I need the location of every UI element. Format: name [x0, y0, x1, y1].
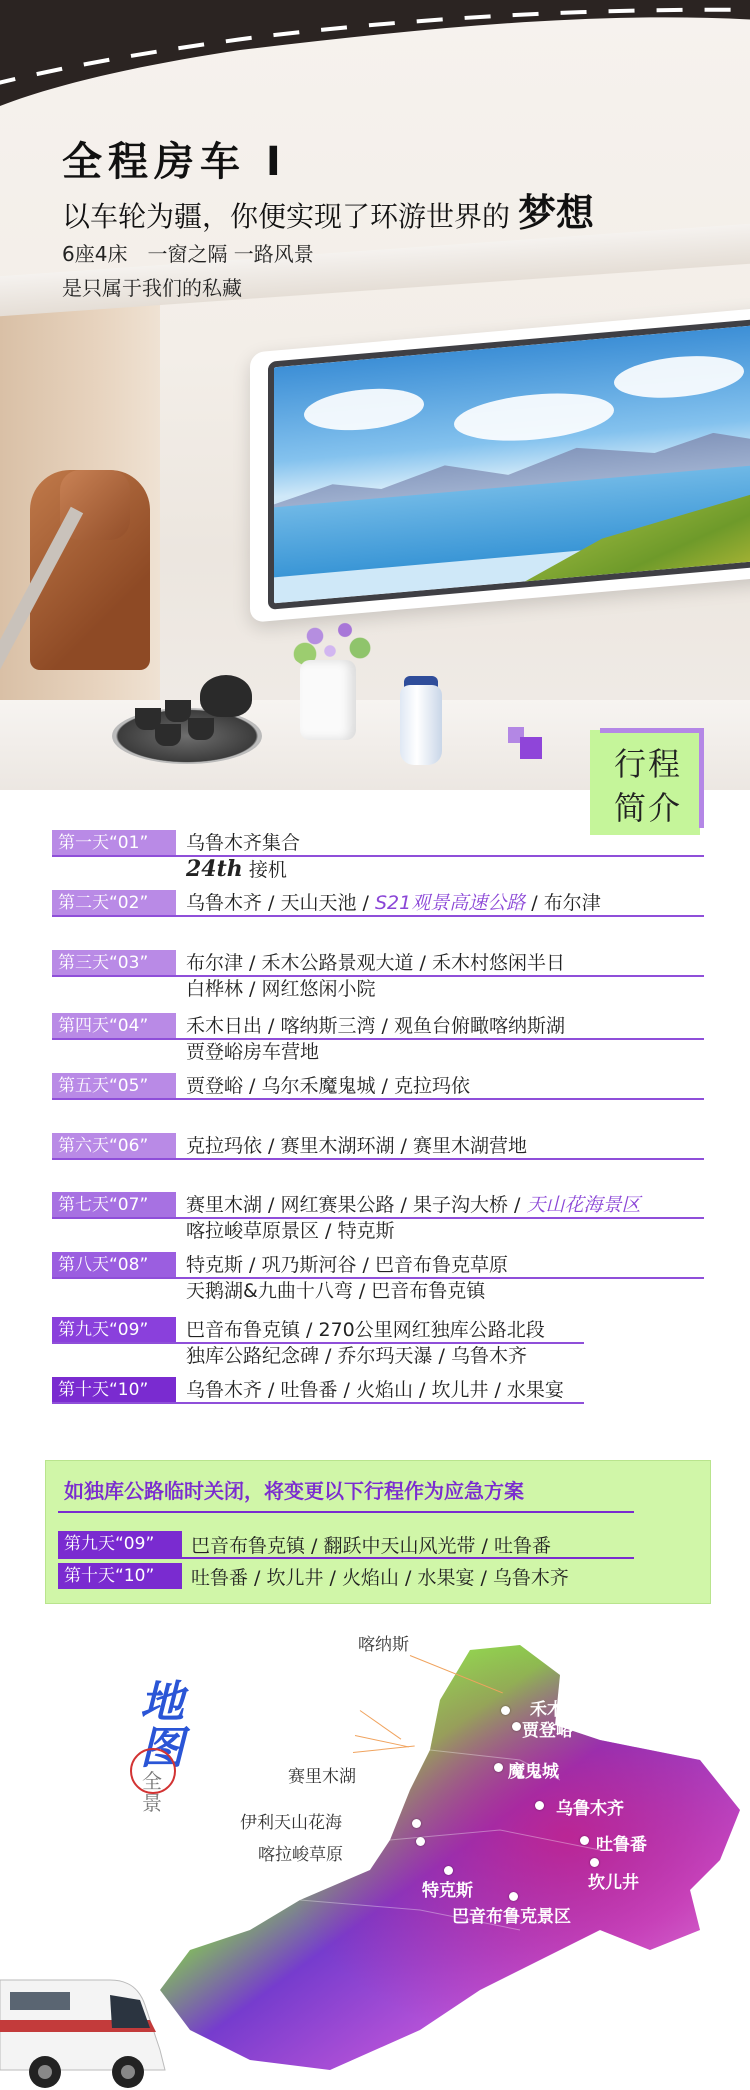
row-route: 布尔津 / 禾木公路景观大道 / 禾木村悠闲半日 — [186, 952, 565, 974]
tea-cup — [188, 718, 214, 740]
flower-vase — [300, 660, 356, 740]
map-label-karez: 坎儿井 — [588, 1873, 639, 1893]
map-label-kalajun: 喀拉峻草原 — [258, 1845, 343, 1865]
row-route: 巴音布鲁克镇 / 270公里网红独库公路北段 — [186, 1319, 545, 1341]
day-badge: 第五天“05” — [52, 1073, 176, 1099]
map-pin — [580, 1836, 589, 1845]
day-badge: 第四天“04” — [52, 1013, 176, 1039]
tea-cup — [155, 724, 181, 746]
day-badge: 第九天“09” — [58, 1531, 182, 1557]
map-pin — [590, 1858, 599, 1867]
row-divider — [52, 855, 704, 857]
emergency-route: 巴音布鲁克镇 / 翻跃中天山风光带 / 吐鲁番 — [191, 1535, 551, 1557]
row-route-2: 独库公路纪念碑 / 乔尔玛天瀑 / 乌鲁木齐 — [186, 1345, 527, 1367]
map-pin — [509, 1892, 518, 1901]
map-pin — [412, 1819, 421, 1828]
intro-label: 行程简介 — [613, 745, 682, 827]
map-label-urumqi: 乌鲁木齐 — [556, 1799, 624, 1819]
map-label-tekes: 特克斯 — [422, 1881, 473, 1901]
day-badge: 第七天“07” — [52, 1192, 176, 1218]
emergency-title: 如独库公路临时关闭，将变更以下行程作为应急方案 — [64, 1479, 524, 1503]
day-badge: 第六天“06” — [52, 1133, 176, 1159]
day-badge: 第八天“08” — [52, 1252, 176, 1278]
road-graphic — [0, 0, 750, 120]
hero-line-2: 是只属于我们的私藏 — [62, 276, 242, 300]
map-title: 地图 — [140, 1677, 184, 1774]
row-route: 乌鲁木齐 / 吐鲁番 / 火焰山 / 坎儿井 / 水果宴 — [186, 1379, 564, 1401]
row-route: 乌鲁木齐集合 — [186, 832, 301, 854]
day-badge: 第九天“09” — [52, 1317, 176, 1343]
window-scenery — [268, 318, 750, 610]
row-route: 克拉玛依 / 赛里木湖环湖 / 赛里木湖营地 — [186, 1135, 527, 1157]
map-label-hemu: 禾木 — [530, 1700, 564, 1720]
emergency-plan-box — [45, 1460, 711, 1604]
map-label-sailimu: 赛里木湖 — [288, 1767, 356, 1787]
map-pin — [501, 1706, 510, 1715]
map-label-turpan: 吐鲁番 — [596, 1835, 647, 1855]
arrival-label: 接机 — [248, 859, 287, 881]
row-route-2: 白桦林 / 网红悠闲小院 — [186, 978, 376, 1000]
route-part: 赛里木湖 / 网红赛果公路 / 果子沟大桥 / — [186, 1194, 527, 1216]
row-route: 特克斯 / 巩乃斯河谷 / 巴音布鲁克草原 — [186, 1254, 508, 1276]
day-badge: 第三天“03” — [52, 950, 176, 976]
map-label-mogui: 魔鬼城 — [508, 1762, 559, 1782]
hero-subtitle-text: 以车轮为疆，你便实现了环游世界的 — [62, 200, 511, 233]
rv-vehicle-illustration — [0, 1960, 170, 2090]
tea-pot — [200, 675, 252, 717]
row-route — [186, 890, 601, 916]
row-route: 贾登峪 / 乌尔禾魔鬼城 / 克拉玛依 — [186, 1075, 470, 1097]
map-pin — [444, 1866, 453, 1875]
day-badge: 第一天“01” — [52, 830, 176, 856]
hero-title: 全程房车 I — [62, 139, 287, 185]
hero-subtitle-emphasis: 梦想 — [518, 191, 595, 235]
map-label-kanas: 喀纳斯 — [358, 1635, 409, 1655]
route-part: / 布尔津 — [525, 892, 601, 914]
map-label-yili: 伊利天山花海 — [240, 1813, 342, 1833]
water-bottle — [400, 685, 442, 765]
hero-line-1: 6座4床 一窗之隔 一路风景 — [62, 242, 314, 266]
map-label-jiadengyu: 贾登峪 — [522, 1721, 573, 1741]
row-route-2: 贾登峪房车营地 — [186, 1041, 320, 1063]
emergency-route: 吐鲁番 / 坎儿井 / 火焰山 / 水果宴 / 乌鲁木齐 — [191, 1567, 569, 1589]
map-pin — [494, 1763, 503, 1772]
row-route: 禾木日出 / 喀纳斯三湾 / 观鱼台俯瞰喀纳斯湖 — [186, 1015, 565, 1037]
map-pin — [535, 1801, 544, 1810]
row-divider — [58, 1557, 634, 1559]
map-pin — [416, 1837, 425, 1846]
map-pin — [512, 1722, 521, 1731]
day-badge: 第二天“02” — [52, 890, 176, 916]
day-badge: 第十天“10” — [58, 1563, 182, 1589]
row-route-2: 喀拉峻草原景区 / 特克斯 — [186, 1220, 395, 1242]
map-subtitle: 全景 — [142, 1769, 162, 1815]
hero-banner — [0, 0, 750, 790]
deco-square — [520, 737, 542, 759]
hero-subtitle — [62, 182, 594, 237]
row-route-2 — [186, 856, 287, 883]
day-badge: 第十天“10” — [52, 1377, 176, 1403]
row-divider — [58, 1511, 634, 1513]
map-label-bayinbuluke: 巴音布鲁克景区 — [452, 1907, 571, 1927]
route-part: 乌鲁木齐 / 天山天池 / — [186, 892, 375, 914]
row-route — [186, 1192, 640, 1218]
row-route-2: 天鹅湖&九曲十八弯 / 巴音布鲁克镇 — [186, 1280, 486, 1302]
route-highlight: S21观景高速公路 — [374, 892, 526, 914]
arrival-time: 24th — [186, 856, 243, 882]
route-highlight: 天山花海景区 — [526, 1194, 641, 1216]
